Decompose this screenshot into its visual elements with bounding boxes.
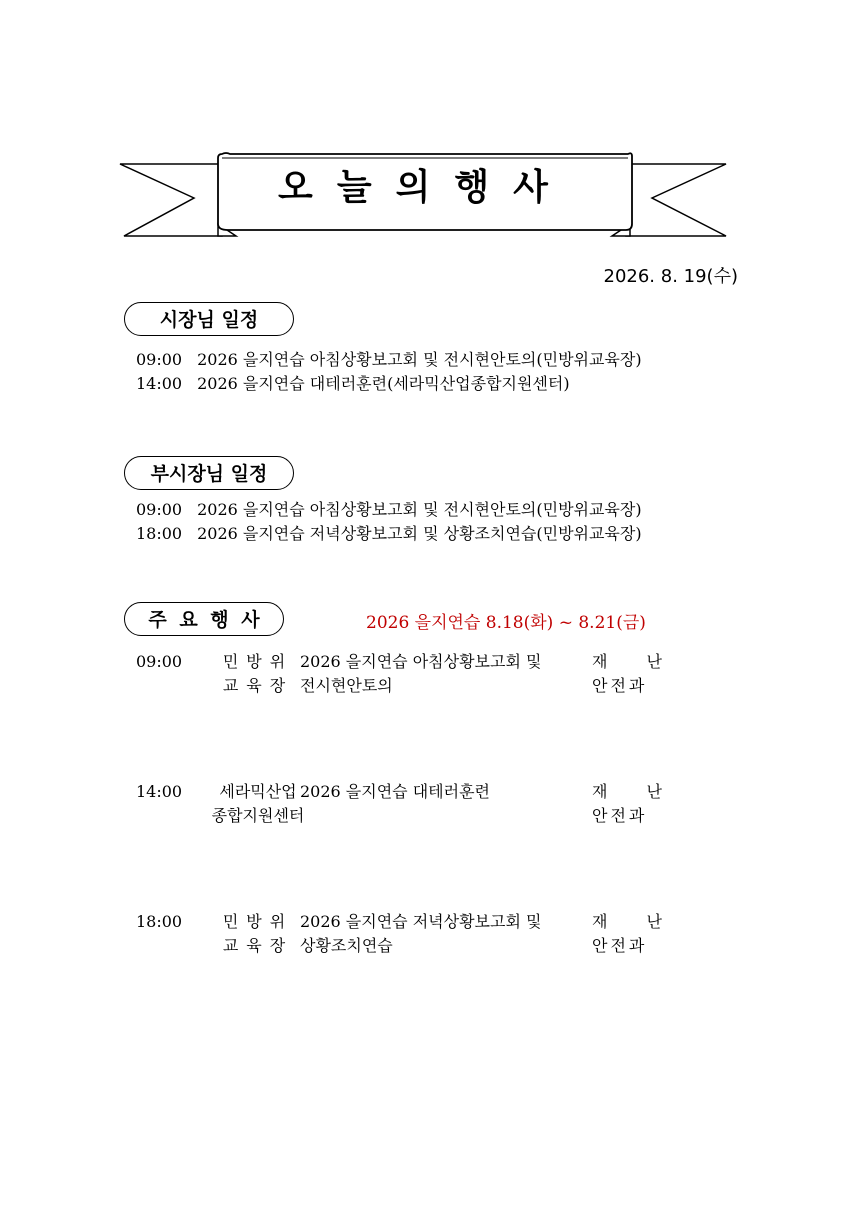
event-place-line2: 교육장 (222, 676, 294, 695)
event-row (136, 780, 676, 828)
schedule-item (136, 348, 642, 372)
schedule-time: 09:00 (136, 500, 183, 519)
event-time: 18:00 (136, 912, 183, 931)
event-dept-b: 난 (646, 912, 662, 931)
event-row (136, 650, 676, 698)
event-desc-line1: 2026 을지연습 저녁상황보고회 및 (300, 912, 542, 931)
event-row (136, 910, 676, 958)
event-dept-a: 재 (592, 912, 608, 931)
event-dept-a: 재 (592, 652, 608, 671)
schedule-item (136, 522, 642, 546)
schedule-time: 09:00 (136, 350, 183, 369)
major-events-heading: 주 요 행 사 (124, 602, 284, 636)
event-dept-line2: 안전과 (592, 936, 648, 955)
event-dept-a: 재 (592, 782, 608, 801)
schedule-text: 2026 을지연습 아침상황보고회 및 전시현안토의(민방위교육장) (197, 350, 642, 369)
event-desc-line2: 전시현안토의 (300, 676, 393, 695)
schedule-time: 14:00 (136, 374, 183, 393)
schedule-item (136, 498, 642, 522)
schedule-time: 18:00 (136, 524, 183, 543)
schedule-text: 2026 을지연습 아침상황보고회 및 전시현안토의(민방위교육장) (197, 500, 642, 519)
event-description (300, 650, 590, 698)
event-place-line1: 민방위 (222, 652, 294, 671)
event-dept-line2: 안전과 (592, 806, 648, 825)
vice-mayor-schedule-list (136, 498, 642, 546)
vice-mayor-schedule-heading: 부시장님 일정 (124, 456, 294, 490)
event-time: 09:00 (136, 652, 183, 671)
page-date: 2026. 8. 19(수) (603, 266, 738, 287)
mayor-schedule-list (136, 348, 642, 396)
event-description (300, 910, 590, 958)
schedule-text: 2026 을지연습 대테러훈련(세라믹산업종합지원센터) (197, 374, 570, 393)
event-place-line2: 교육장 (222, 936, 294, 955)
event-description (300, 780, 590, 804)
event-department (592, 780, 662, 828)
schedule-item (136, 372, 642, 396)
event-desc-line1: 2026 을지연습 아침상황보고회 및 (300, 652, 542, 671)
page-title: 오늘의행사 (278, 167, 572, 208)
event-department (592, 910, 662, 958)
event-department (592, 650, 662, 698)
event-place-line2: 종합지원센터 (211, 806, 305, 825)
mayor-schedule-heading: 시장님 일정 (124, 302, 294, 336)
event-dept-line2: 안전과 (592, 676, 648, 695)
event-place-line1: 세라믹산업 (219, 782, 297, 801)
event-dept-b: 난 (646, 652, 662, 671)
event-desc-line2: 상황조치연습 (300, 936, 393, 955)
event-place-line1: 민방위 (222, 912, 294, 931)
event-time: 14:00 (136, 782, 183, 801)
event-dept-b: 난 (646, 782, 662, 801)
schedule-text: 2026 을지연습 저녁상황보고회 및 상황조치연습(민방위교육장) (197, 524, 642, 543)
exercise-period-note: 2026 을지연습 8.18(화) ~ 8.21(금) (366, 613, 646, 633)
event-desc-line1: 2026 을지연습 대테러훈련 (300, 782, 490, 801)
